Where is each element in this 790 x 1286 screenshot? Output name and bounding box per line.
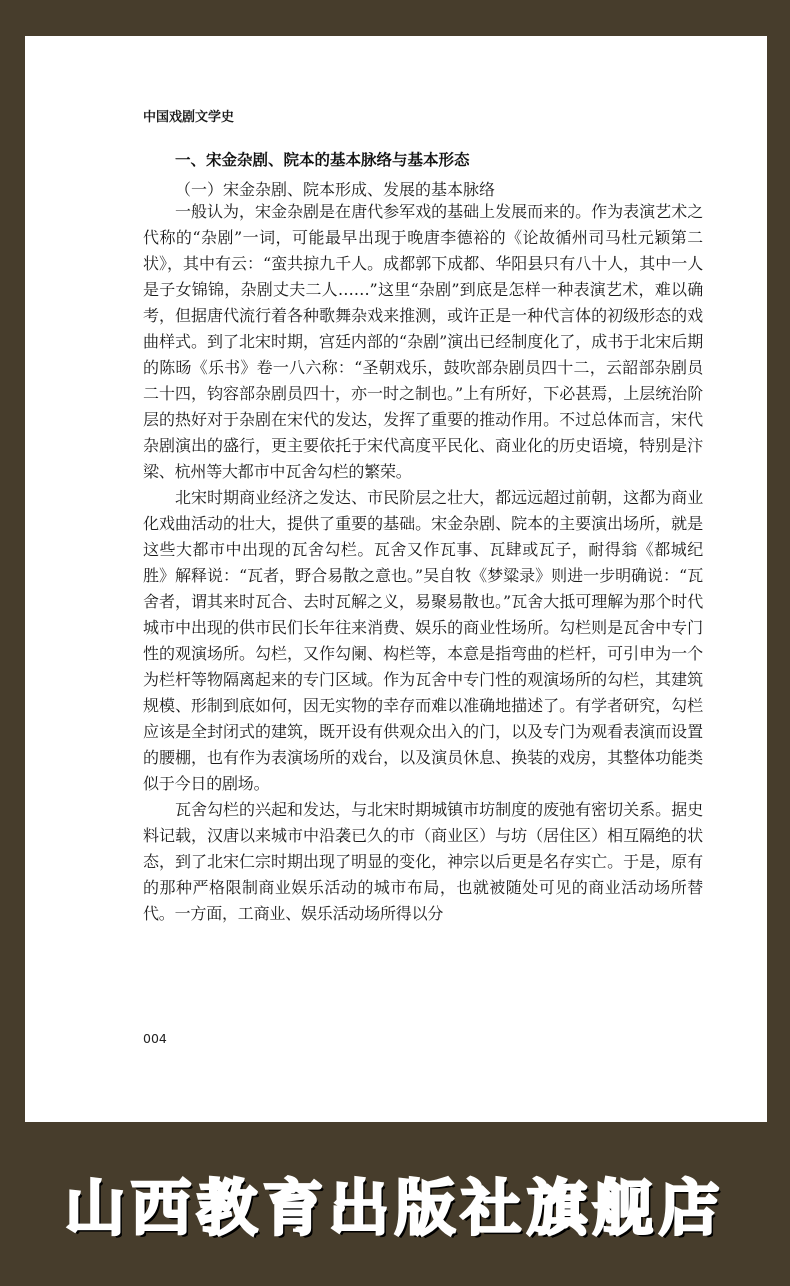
paragraph-3: 瓦舍勾栏的兴起和发达，与北宋时期城镇市坊制度的废弛有密切关系。据史料记载，汉唐以来城市中沿袭已久的市（商业区）与坊（居住区）相互隔绝的状态，到了北宋仁宗时期出现了明显的变化，神宗以后更是名存实亡。于是，原有的那种严格限制商业娱乐活动的城市布局，也就被随处可见的商业活动场所替代。一方面，工商业、娱乐活动场所得以分: [143, 800, 703, 923]
body-text: [143, 199, 703, 927]
store-name: 山西教育出版社旗舰店: [65, 1174, 725, 1244]
running-head: 中国戏剧文学史: [143, 110, 235, 125]
book-page: [25, 36, 767, 1122]
store-banner: [0, 1122, 790, 1286]
paragraph-1: 一般认为，宋金杂剧是在唐代参军戏的基础上发展而来的。作为表演艺术之代称的“杂剧”一词，可能最早出现于晚唐李德裕的《论故循州司马杜元颖第二状》，其中有云：“蛮共掠九千人。成都郭下成都、华阳县只有八十人，其中一人是子女锦锦，杂剧丈夫二人……”这里“杂剧”到底是怎样一种表演艺术，难以确考，但据唐代流行着各种歌舞杂戏来推测，或许正是一种代言体的初级形态的戏曲样式。到了北宋时期，宫廷内部的“杂剧”演出已经制度化了，成书于北宋后期的陈旸《乐书》卷一八六称：“圣朝戏乐，鼓吹部杂剧员四十二，云韶部杂剧员二十四，钧容部杂剧员四十，亦一时之制也。”上有所好，下必甚焉，上层统治阶层的热好对于杂剧在宋代的发达，发挥了重要的推动作用。不过总体而言，宋代杂剧演出的盛行，更主要依托于宋代高度平民化、商业化的历史语境，特别是汴梁、杭州等大都市中瓦舍勾栏的繁荣。: [143, 202, 703, 481]
sub-heading: （一）宋金杂剧、院本形成、发展的基本脉络: [175, 180, 496, 199]
paragraph-2: 北宋时期商业经济之发达、市民阶层之壮大，都远远超过前朝，这都为商业化戏曲活动的壮大，提供了重要的基础。宋金杂剧、院本的主要演出场所，就是这些大都市中出现的瓦舍勾栏。瓦舍又作瓦事、瓦肆或瓦子，耐得翁《都城纪胜》解释说：“瓦者，野合易散之意也。”吴自牧《梦粱录》则进一步明确说：“瓦舍者，谓其来时瓦合、去时瓦解之义，易聚易散也。”瓦舍大抵可理解为那个时代城市中出现的供市民们长年往来消费、娱乐的商业性场所。勾栏则是瓦舍中专门性的观演场所。勾栏，又作勾阑、构栏等，本意是指弯曲的栏杆，可引申为一个为栏杆等物隔离起来的专门区域。作为瓦舍中专门性的观演场所的勾栏，其建筑规模、形制到底如何，因无实物的幸存而难以准确地描述了。有学者研究，勾栏应该是全封闭式的建筑，既开设有供观众出入的门，以及专门为观看表演而设置的腰棚，也有作为表演场所的戏台，以及演员休息、换装的戏房，其整体功能类似于今日的剧场。: [143, 488, 703, 793]
section-heading: 一、宋金杂剧、院本的基本脉络与基本形态: [175, 151, 470, 169]
page-number: 004: [143, 1031, 167, 1046]
